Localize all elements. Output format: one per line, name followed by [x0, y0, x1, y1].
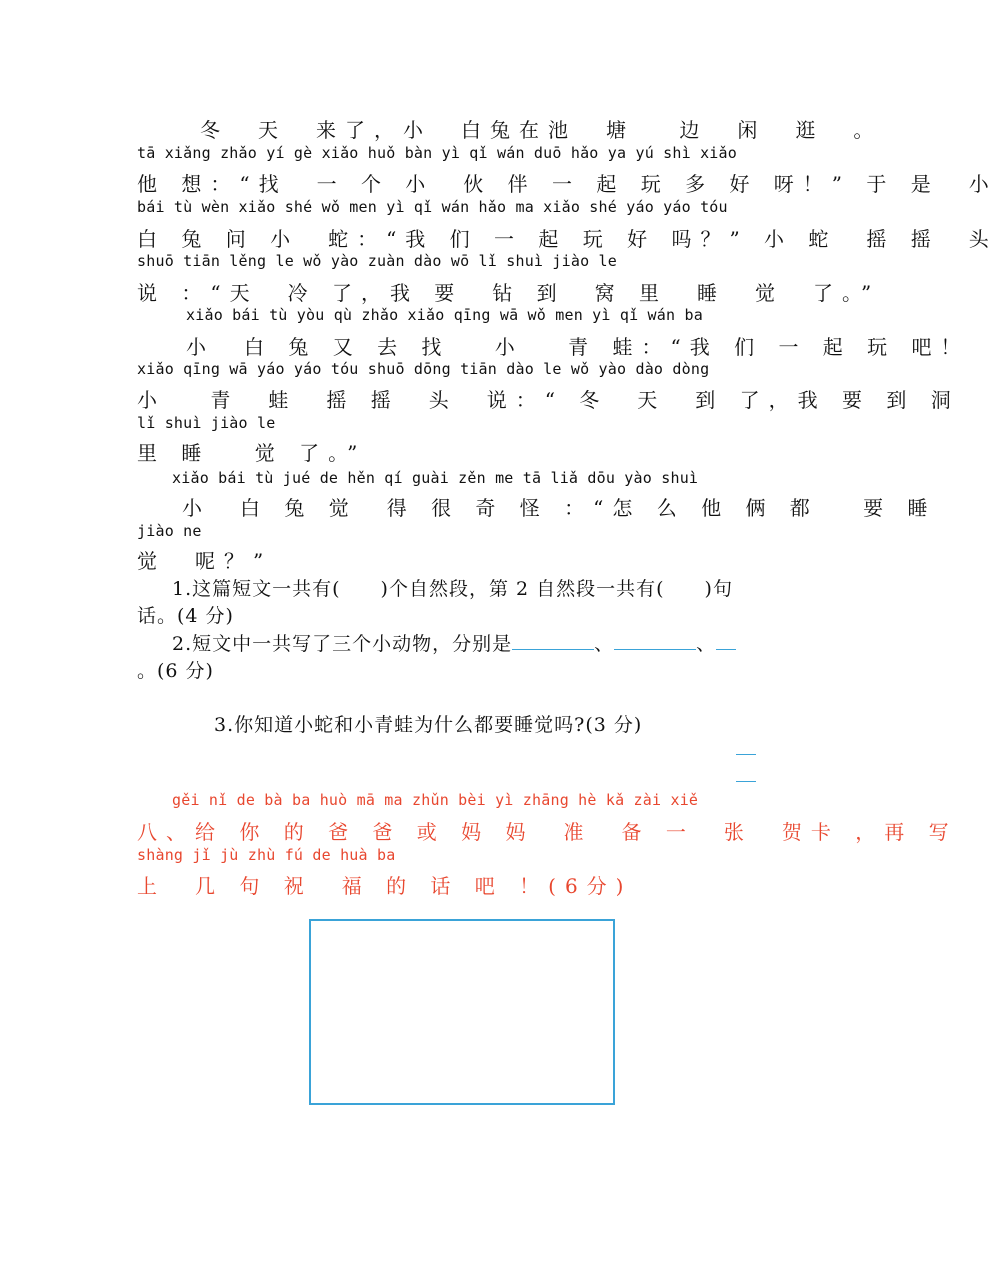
section-8-pinyin-1: gěi nǐ de bà ba huò mā ma zhǔn bèi yì zhāng hè kǎ zài xiě — [172, 791, 699, 809]
pinyin-line-3: bái tù wèn xiǎo shé wǒ men yì qǐ wán hǎo ma xiǎo shé yáo yáo tóu — [137, 198, 728, 216]
pinyin-line-6: xiǎo qīng wā yáo yáo tóu shuō dōng tiān dào le wǒ yào dào dòng — [137, 360, 710, 378]
answer-blank-3[interactable] — [716, 647, 736, 650]
section-8-title-cont: 上 几 句 祝 福 的 话 吧 ！(6分) — [137, 874, 633, 898]
passage-line-5: 小 白 兔 又 去 找 小 青 蛙：“我 们 一 起 玩 吧！ — [186, 335, 970, 359]
answer-blank-2[interactable] — [614, 647, 696, 650]
passage-line-3: 白 兔 问 小 蛇：“我 们 一 起 玩 好 吗？” 小 蛇 摇 摇 头 — [137, 227, 998, 251]
question-2 — [172, 629, 736, 656]
separator: 、 — [696, 633, 717, 655]
pinyin-line-9: jiào ne — [137, 522, 202, 540]
question-1-text: 1.这篇短文一共有( )个自然段，第 2 自然段一共有( )句 — [172, 578, 733, 600]
pinyin-line-7: lǐ shuì jiào le — [137, 414, 276, 432]
pinyin-line-5: xiǎo bái tù yòu qù zhǎo xiǎo qīng wā wǒ men yì qǐ wán ba — [186, 306, 703, 324]
question-3-text: 3.你知道小蛇和小青蛙为什么都要睡觉吗?(3 分) — [214, 714, 643, 736]
passage-line-9: 觉 呢？” — [137, 549, 273, 573]
passage-line-2: 他 想：“找 一 个 小 伙 伴 一 起 玩 多 好 呀！” 于 是 小 — [137, 172, 998, 196]
answer-blank-1[interactable] — [512, 647, 594, 650]
greeting-card-box[interactable] — [309, 919, 615, 1105]
passage-line-8: 小 白 兔 觉 得 很 奇 怪 ：“怎 么 他 俩 都 要 睡 — [182, 496, 937, 520]
question-1-points: 话。(4 分) — [137, 605, 234, 627]
section-8-title: 八、给 你 的 爸 爸 或 妈 妈 准 备 一 张 贺卡 ，再 写 — [137, 820, 958, 844]
answer-line[interactable] — [736, 781, 756, 782]
answer-line[interactable] — [736, 754, 756, 755]
separator: 、 — [594, 633, 615, 655]
pinyin-line-4: shuō tiān lěng le wǒ yào zuàn dào wō lǐ shuì jiào le — [137, 252, 617, 270]
section-8-pinyin-2: shàng jǐ jù zhù fú de huà ba — [137, 846, 396, 864]
question-2-points: 。(6 分) — [137, 660, 214, 682]
pinyin-line-8: xiǎo bái tù jué de hěn qí guài zěn me tā liǎ dōu yào shuì — [172, 469, 699, 487]
pinyin-line-2: tā xiǎng zhǎo yí gè xiǎo huǒ bàn yì qǐ wán duō hǎo ya yú shì xiǎo — [137, 144, 737, 162]
passage-line-7: 里 睡 觉 了。” — [137, 441, 367, 465]
question-2-text: 2.短文中一共写了三个小动物，分别是 — [172, 633, 513, 655]
passage-line-6: 小 青 蛙 摇 摇 头 说：“ 冬 天 到 了，我 要 到 洞 — [137, 388, 960, 412]
passage-line-4: 说 ：“天 冷 了，我 要 钻 到 窝 里 睡 觉 了。” — [137, 281, 881, 305]
passage-line-1: 冬 天 来了，小 白兔在池 塘 边 闲 逛 。 — [200, 118, 883, 142]
